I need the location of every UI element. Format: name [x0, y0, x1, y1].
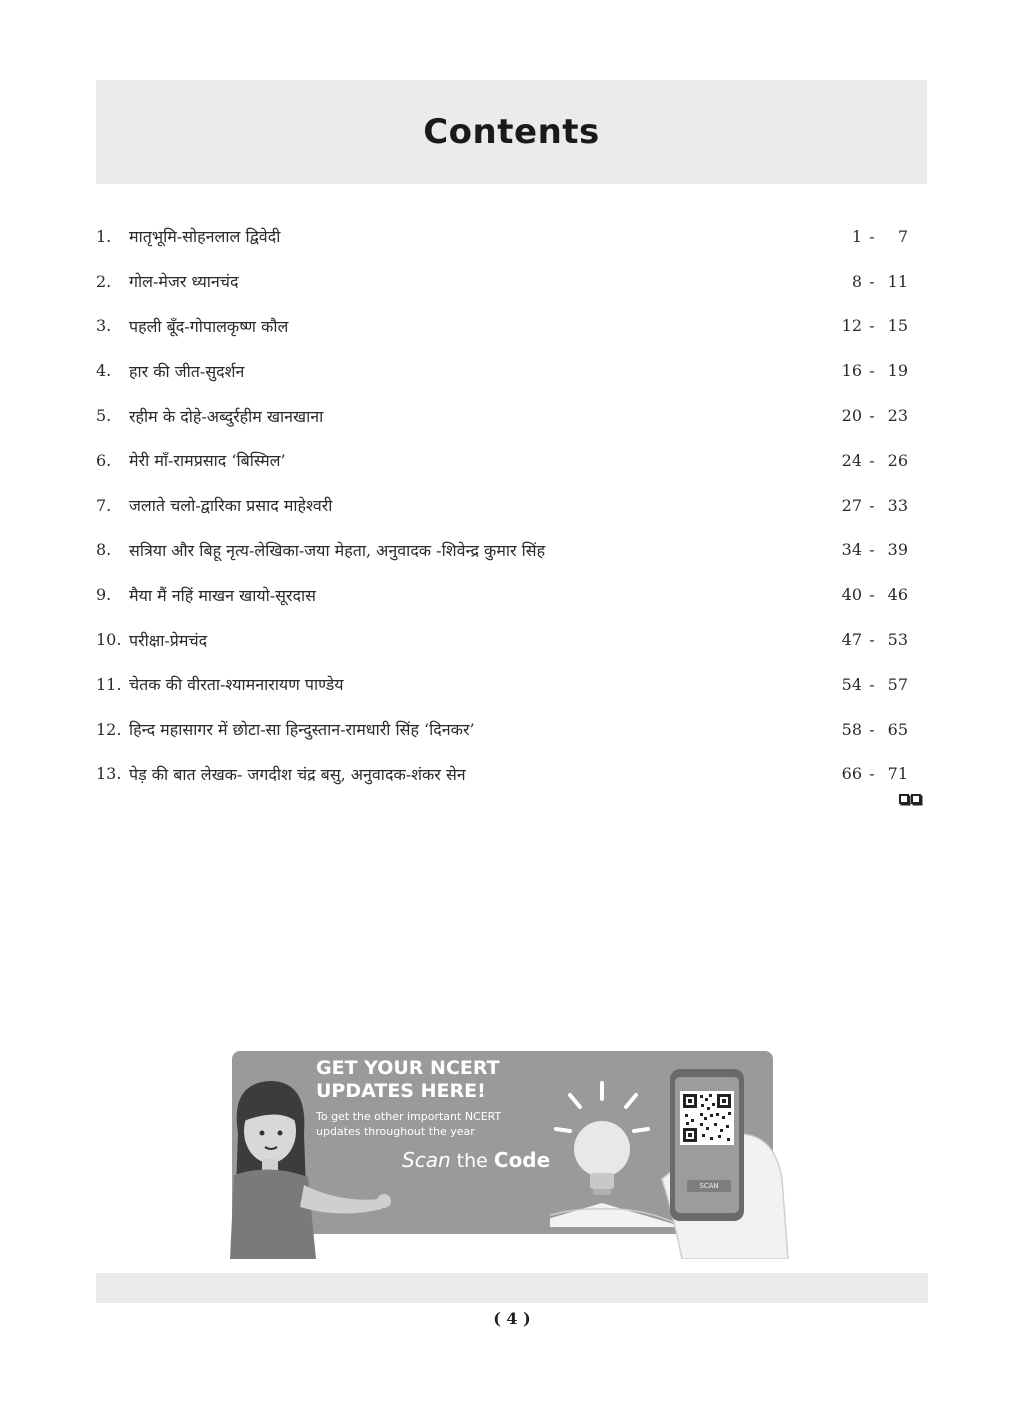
- toc-page-end: 39: [887, 540, 908, 560]
- toc-page-range: [818, 540, 908, 559]
- toc-number: 6.: [96, 450, 112, 470]
- table-of-contents: [96, 214, 908, 796]
- toc-page-end: 33: [887, 495, 908, 515]
- toc-title: मैया मैं नहिं माखन खायो-सूरदास: [129, 585, 316, 605]
- banner-text-block: [316, 1057, 536, 1139]
- toc-page-range: [818, 764, 908, 783]
- toc-page-range: [818, 675, 908, 694]
- toc-page-dash: -: [869, 316, 875, 336]
- toc-page-start: 8: [851, 271, 862, 291]
- toc-page-end: 53: [887, 630, 908, 650]
- toc-title: सत्रिया और बिहू नृत्य-लेखिका-जया मेहता, अनुवादक -शिवेन्द्र कुमार सिंह: [129, 540, 546, 560]
- toc-number: 12.: [96, 719, 122, 739]
- toc-page-end: 7: [897, 226, 908, 246]
- toc-page-end: 23: [887, 406, 908, 426]
- toc-page-start: 16: [841, 361, 862, 381]
- toc-number: 2.: [96, 271, 112, 291]
- toc-page-dash: -: [869, 406, 875, 426]
- toc-entry[interactable]: [96, 348, 908, 393]
- toc-number: 4.: [96, 361, 112, 381]
- toc-title: जलाते चलो-द्वारिका प्रसाद माहेश्वरी: [129, 496, 333, 516]
- end-mark-box: [899, 794, 909, 804]
- toc-title: मातृभूमि-सोहनलाल द्विवेदी: [129, 227, 281, 247]
- toc-number: 3.: [96, 316, 112, 336]
- hand-holding-phone-illustration: [642, 1059, 792, 1259]
- page-number: ( 4 ): [493, 1309, 531, 1328]
- toc-number: 1.: [96, 226, 112, 246]
- toc-page-dash: -: [869, 271, 875, 291]
- toc-page-dash: -: [869, 450, 875, 470]
- toc-page-end: 71: [887, 764, 908, 784]
- toc-title: हिन्द महासागर में छोटा-सा हिन्दुस्तान-रामधारी सिंह ‘दिनकर’: [129, 720, 475, 740]
- toc-page-end: 11: [887, 271, 908, 291]
- toc-title: परीक्षा-प्रेमचंद: [129, 630, 208, 650]
- toc-page-end: 26: [887, 450, 908, 470]
- toc-page-range: [818, 630, 908, 649]
- end-mark-box: [911, 794, 921, 804]
- toc-page-range: [818, 451, 908, 470]
- banner-heading: GET YOUR NCERT UPDATES HERE!: [316, 1057, 500, 1102]
- toc-page-dash: -: [869, 764, 875, 784]
- toc-page-dash: -: [869, 361, 875, 381]
- toc-page-range: [818, 496, 908, 515]
- toc-number: 11.: [96, 674, 122, 694]
- toc-title: चेतक की वीरता-श्यामनारायण पाण्डेय: [129, 675, 344, 695]
- toc-title: पेड़ की बात लेखक- जगदीश चंद्र बसु, अनुवादक-शंकर सेन: [129, 764, 466, 784]
- toc-page-end: 46: [887, 585, 908, 605]
- scan-button[interactable]: SCAN: [687, 1180, 731, 1192]
- toc-entry[interactable]: [96, 528, 908, 573]
- toc-page-end: 65: [887, 719, 908, 739]
- toc-title: गोल-मेजर ध्यानचंद: [129, 272, 239, 292]
- ncert-updates-banner[interactable]: [232, 1051, 773, 1234]
- toc-page-start: 27: [841, 495, 862, 515]
- toc-page-start: 54: [841, 674, 862, 694]
- page-title: Contents: [423, 112, 600, 152]
- toc-entry[interactable]: [96, 483, 908, 528]
- scan-the-code-cta: [402, 1148, 550, 1172]
- toc-page-start: 1: [851, 226, 862, 246]
- toc-page-end: 15: [887, 316, 908, 336]
- toc-page-start: 20: [841, 406, 862, 426]
- phone-qr-group: [642, 1059, 792, 1263]
- footer-band: [96, 1273, 928, 1303]
- toc-page-dash: -: [869, 585, 875, 605]
- toc-entry[interactable]: [96, 214, 908, 259]
- toc-page-start: 47: [841, 630, 862, 650]
- toc-title: हार की जीत-सुदर्शन: [129, 361, 245, 381]
- toc-page-range: [818, 272, 908, 291]
- toc-page-dash: -: [869, 674, 875, 694]
- toc-title: मेरी माँ-रामप्रसाद ‘बिस्मिल’: [129, 451, 286, 471]
- toc-page-end: 57: [887, 674, 908, 694]
- title-band: [96, 80, 927, 184]
- toc-number: 13.: [96, 764, 122, 784]
- toc-page-range: [818, 227, 908, 246]
- toc-page-range: [818, 585, 908, 604]
- toc-page-dash: -: [869, 540, 875, 560]
- toc-page-dash: -: [869, 630, 875, 650]
- toc-page-start: 66: [841, 764, 862, 784]
- toc-entry[interactable]: [96, 259, 908, 304]
- toc-entry[interactable]: [96, 393, 908, 438]
- toc-entry[interactable]: [96, 304, 908, 349]
- toc-entry[interactable]: [96, 438, 908, 483]
- toc-entry[interactable]: [96, 752, 908, 797]
- end-of-list-marks: [899, 794, 921, 804]
- toc-title: रहीम के दोहे-अब्दुर्रहीम खानखाना: [129, 406, 324, 426]
- toc-page-range: [818, 720, 908, 739]
- banner-subtext: To get the other important NCERT updates throughout the year: [316, 1110, 502, 1138]
- toc-number: 5.: [96, 406, 112, 426]
- toc-entry[interactable]: [96, 617, 908, 662]
- toc-page-range: [818, 406, 908, 425]
- toc-title: पहली बूँद-गोपालकृष्ण कौल: [129, 316, 289, 336]
- toc-number: 9.: [96, 585, 112, 605]
- toc-page-start: 34: [841, 540, 862, 560]
- toc-number: 8.: [96, 540, 112, 560]
- toc-page-range: [818, 361, 908, 380]
- toc-page-start: 40: [841, 585, 862, 605]
- toc-page-start: 58: [841, 719, 862, 739]
- toc-entry[interactable]: [96, 707, 908, 752]
- toc-page-dash: -: [869, 719, 875, 739]
- toc-entry[interactable]: [96, 572, 908, 617]
- toc-page-start: 24: [841, 450, 862, 470]
- toc-page-start: 12: [841, 316, 862, 336]
- cta-code-word: Code: [493, 1148, 551, 1172]
- toc-page-dash: -: [869, 495, 875, 515]
- toc-page-range: [818, 316, 908, 335]
- cta-scan-word: Scan: [402, 1148, 451, 1172]
- toc-entry[interactable]: [96, 662, 908, 707]
- toc-page-end: 19: [887, 361, 908, 381]
- cta-the-word: the: [450, 1150, 494, 1172]
- toc-number: 10.: [96, 630, 122, 650]
- toc-page-dash: -: [869, 226, 875, 246]
- toc-number: 7.: [96, 495, 112, 515]
